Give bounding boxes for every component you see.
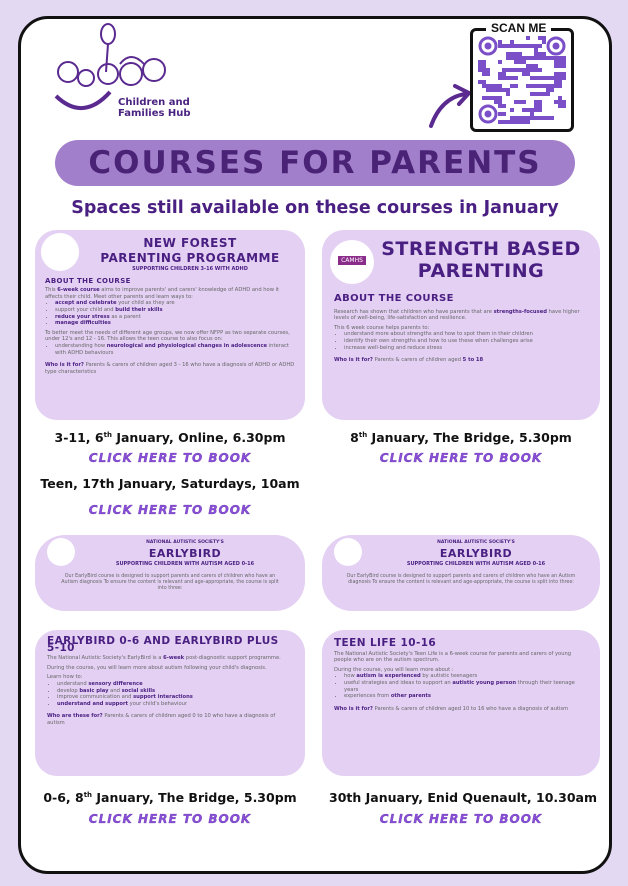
text-segment: This 6 week course helps parents to: (334, 324, 430, 331)
paragraph (45, 330, 295, 343)
page-subtitle: Spaces still available on these courses in January (71, 198, 559, 218)
nas-badge (334, 538, 362, 566)
text-segment: strengths-focused (493, 308, 547, 315)
bullet-list (45, 343, 295, 356)
paragraph (47, 655, 293, 662)
date-suffix: th (103, 430, 112, 439)
who-is-it-for (45, 362, 295, 375)
bullet-list (334, 673, 588, 699)
text-segment: The National Autistic Society's Teen Life is a 6-week course for parents and carers of young people who are on the autism spectrum. (334, 650, 572, 664)
bullet-list (334, 331, 588, 351)
course-intro: Our EarlyBird course is designed to support parents and carers of children who have an Autism diagnosis To ensure the content is relevant and age-appropriate, the course is split into three: (346, 574, 576, 586)
course-subtitle: SUPPORTING CHILDREN WITH AUTISM AGED 0-16 (406, 560, 546, 567)
list-item (55, 343, 295, 356)
date-suffix: th (358, 430, 368, 439)
paragraph (334, 651, 588, 664)
date-suffix: th (83, 790, 93, 799)
list-item (57, 701, 293, 708)
course-description (334, 651, 588, 713)
text-segment: Who is it for? (334, 705, 373, 712)
text-segment: 6-week (163, 655, 185, 662)
qr-pattern (473, 31, 571, 129)
course-description (47, 655, 293, 726)
book-button-earlybird[interactable]: CLICK HERE TO BOOK (88, 812, 252, 826)
course-description (45, 287, 295, 375)
session-date (30, 790, 310, 805)
session-date (322, 430, 600, 445)
course-subtitle: SUPPORTING CHILDREN WITH AUTISM AGED 0-16 (115, 560, 255, 567)
list-item (344, 331, 588, 338)
list-item (57, 694, 293, 701)
course-title: NEW FOREST (143, 236, 237, 250)
course-intro: Our EarlyBird course is designed to support parents and carers of children who have an Autism diagnosis To ensure the content is relevant and age-appropriate, the course is split into three: (61, 574, 279, 592)
earlybird-header-card (35, 535, 305, 611)
text-segment: basic play (79, 687, 109, 694)
text-segment: 6-week course (57, 287, 100, 294)
paragraph (47, 674, 293, 681)
session-date: Teen, 17th January, Saturdays, 10am (40, 476, 300, 491)
qr-code[interactable] (470, 28, 574, 132)
arrow-icon (425, 82, 475, 130)
text-segment: by autistic teenagers (420, 673, 478, 680)
list-item (55, 307, 295, 314)
who-is-it-for (47, 713, 293, 726)
text-segment: how (344, 673, 357, 680)
course-card-teen-life (322, 630, 600, 776)
date-text: January, The Bridge, 5.30pm (367, 430, 572, 445)
course-card-nfpp (35, 230, 305, 420)
course-title: EARLYBIRD 0-6 AND EARLYBIRD PLUS 5-10 (47, 635, 279, 654)
text-segment: interact with ADHD behaviours (55, 342, 289, 356)
course-title: EARLYBIRD (148, 546, 222, 560)
list-item (57, 681, 293, 688)
text-segment: support your child and (55, 306, 116, 313)
book-button-strength-based[interactable]: CLICK HERE TO BOOK (379, 451, 543, 465)
text-segment: This (45, 287, 58, 294)
text-segment: social skills (121, 687, 156, 694)
text-segment: sensory difference (88, 680, 143, 687)
text-segment: increase well-being and reduce stress (344, 344, 443, 351)
course-title: TEEN LIFE 10-16 (334, 637, 437, 649)
logo-text (118, 97, 191, 119)
course-description (334, 309, 588, 364)
text-segment: understanding how (55, 342, 107, 349)
text-segment: aims to improve parents' and carers' knowledge of ADHD and how it affects their child. Meet other parents and learn ways to: (45, 287, 280, 300)
camhs-logo: CAMHS (338, 256, 366, 265)
text-segment: your child as they are (116, 300, 175, 307)
date-text: 3-11, 6 (54, 430, 104, 445)
partner-badge (41, 233, 79, 271)
course-subtitle: SUPPORTING CHILDREN 3-16 WITH ADHD (132, 266, 248, 272)
course-title: STRENGTH BASED (381, 238, 581, 260)
date-text: 8 (350, 430, 359, 445)
earlybird-header-card (322, 535, 600, 611)
bullet-list (47, 681, 293, 707)
book-button-teen-life[interactable]: CLICK HERE TO BOOK (379, 812, 543, 826)
who-is-it-for (334, 706, 588, 713)
list-item (344, 673, 588, 680)
session-date: 30th January, Enid Quenault, 10.30am (329, 790, 597, 805)
list-item (344, 345, 588, 352)
list-item (344, 680, 588, 693)
course-title: EARLYBIRD (439, 546, 513, 560)
text-segment: 5 to 18 (462, 357, 484, 364)
date-text: 0-6, 8 (43, 790, 84, 805)
logo-line: Children and (118, 97, 190, 108)
course-pretitle: NATIONAL AUTISTIC SOCIETY'S (437, 540, 515, 545)
text-segment: support interactions (133, 694, 193, 701)
text-segment: Research has shown that children who have parents that are (334, 308, 494, 315)
text-segment: understand and support (57, 700, 128, 707)
session-date (35, 430, 305, 445)
paragraph (334, 325, 588, 332)
course-pretitle: NATIONAL AUTISTIC SOCIETY'S (146, 540, 224, 545)
text-segment: and (108, 687, 122, 694)
course-card-earlybird (35, 630, 305, 776)
text-segment: Learn how to: (47, 674, 83, 681)
paragraph (45, 287, 295, 300)
text-segment: accept and celebrate (55, 300, 117, 307)
text-segment: neurological and physiological changes in adolescence (106, 342, 268, 349)
about-heading: ABOUT THE COURSE (334, 293, 454, 304)
text-segment: build their skills (115, 306, 163, 313)
who-is-it-for (334, 357, 588, 364)
list-item (57, 688, 293, 695)
date-text: January, The Bridge, 5.30pm (92, 790, 297, 805)
text-segment: During the course, you will learn more about : (334, 666, 454, 673)
scan-me-label: SCAN ME (486, 21, 551, 35)
list-item (344, 338, 588, 345)
text-segment: manage difficulties (55, 320, 111, 327)
text-segment: Parents & carers of children aged 0 to 10 who have a diagnosis of autism (47, 713, 276, 726)
text-segment: To better meet the needs of different age groups, we now offer NFPP as two separate courses, under 12's and 12 - 16. This allows the teen course to also focus on: (45, 329, 290, 343)
course-title: PARENTING PROGRAMME (100, 251, 280, 265)
text-segment: Parents & carers of children aged (372, 357, 463, 364)
text-segment: Who is it for? (334, 357, 373, 364)
text-segment: autistic young person (452, 679, 517, 686)
course-title: PARENTING (417, 260, 545, 282)
book-button-nfpp-teen[interactable]: CLICK HERE TO BOOK (88, 503, 252, 517)
text-segment: have higher levels of well-being, life-satisfaction and resilience. (334, 308, 580, 322)
text-segment: through their teenage years (344, 679, 575, 693)
camhs-badge (330, 240, 374, 284)
page-title: COURSES FOR PARENTS (55, 140, 575, 186)
text-segment: understand (57, 680, 89, 687)
paragraph (334, 309, 588, 322)
bullet-list (45, 300, 295, 326)
text-segment: post-diagnostic support programme. (184, 655, 281, 662)
logo-line: Families Hub (118, 108, 191, 119)
text-segment: Parents & carers of children aged 10 to 16 who have a diagnosis of autism (372, 705, 569, 712)
list-item (344, 693, 588, 700)
text-segment: other parents (390, 693, 431, 700)
list-item (55, 314, 295, 321)
text-segment: improve communication and (57, 694, 134, 701)
text-segment: Parents & carers of children aged 3 - 16 who have a diagnosis of ADHD or ADHD type characteristics (45, 362, 295, 375)
paragraph (47, 665, 293, 672)
paragraph (334, 667, 588, 674)
text-segment: your child's behaviour (127, 700, 188, 707)
about-heading: ABOUT THE COURSE (45, 276, 131, 285)
text-segment: as a parent (109, 313, 141, 320)
date-text: January, Online, 6.30pm (111, 430, 286, 445)
list-item (55, 300, 295, 307)
text-segment: Who is it for? (45, 362, 84, 369)
text-segment: develop (57, 687, 80, 694)
course-card-strength-based (322, 230, 600, 420)
list-item (55, 320, 295, 327)
book-button-nfpp-child[interactable]: CLICK HERE TO BOOK (88, 451, 252, 465)
text-segment: During the course, you will learn more about autism following your child's diagnosis. (47, 664, 267, 671)
text-segment: useful strategies and ideas to support an (344, 679, 453, 686)
text-segment: understand more about strengths and how to spot them in their children (344, 331, 533, 338)
text-segment: experiences from (344, 693, 391, 700)
text-segment: Who are these for? (47, 713, 103, 720)
text-segment: reduce your stress (55, 313, 110, 320)
text-segment: The National Autistic Society's EarlyBird is a (47, 655, 164, 662)
text-segment: identify their own strengths and how to use these when challenges arise (344, 337, 533, 344)
nas-badge (47, 538, 75, 566)
text-segment: autism is experienced (356, 673, 421, 680)
